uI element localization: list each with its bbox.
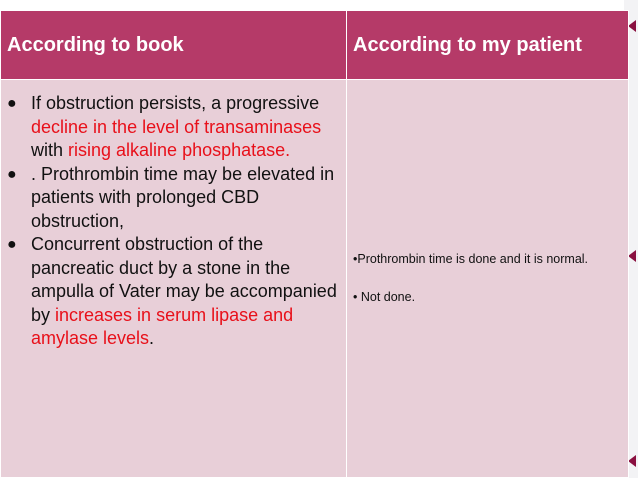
point-text-segment: increases in serum lipase and amylase levels xyxy=(31,304,294,348)
book-point xyxy=(7,233,342,351)
arrow-icon xyxy=(628,250,636,262)
point-text-segment: Concurrent obstruction of the pancreatic duct by a stone in the ampulla of Vater may be accompanied by xyxy=(31,234,337,325)
header-patient: According to my patient xyxy=(347,11,629,80)
bullet-icon: ● xyxy=(7,165,17,183)
header-book: According to book xyxy=(1,11,347,80)
content-row xyxy=(1,80,629,478)
comparison-table xyxy=(0,10,629,478)
patient-text xyxy=(353,250,622,307)
point-text-segment: . xyxy=(149,328,155,348)
point-text-segment: with xyxy=(31,140,69,160)
patient-line: • Not done. xyxy=(353,290,416,304)
header-row xyxy=(1,11,629,80)
point-text-segment: decline in the level of transaminases xyxy=(31,116,322,137)
bullet-icon: ● xyxy=(7,236,17,253)
patient-cell xyxy=(347,80,629,478)
book-points-list xyxy=(7,92,342,351)
arrow-icon xyxy=(628,20,636,32)
point-text-segment: If obstruction persists, a progressive xyxy=(31,93,320,113)
patient-line: •Prothrombin time is done and it is normal. xyxy=(353,252,589,266)
arrow-icon xyxy=(628,455,636,467)
book-point xyxy=(7,92,342,163)
point-text-segment: rising alkaline phosphatase. xyxy=(68,140,291,160)
book-cell xyxy=(1,80,347,478)
bullet-icon: ● xyxy=(7,95,17,112)
book-point xyxy=(7,163,342,234)
point-text-segment: . Prothrombin time may be elevated in patients with prolonged CBD obstruction, xyxy=(31,163,335,231)
